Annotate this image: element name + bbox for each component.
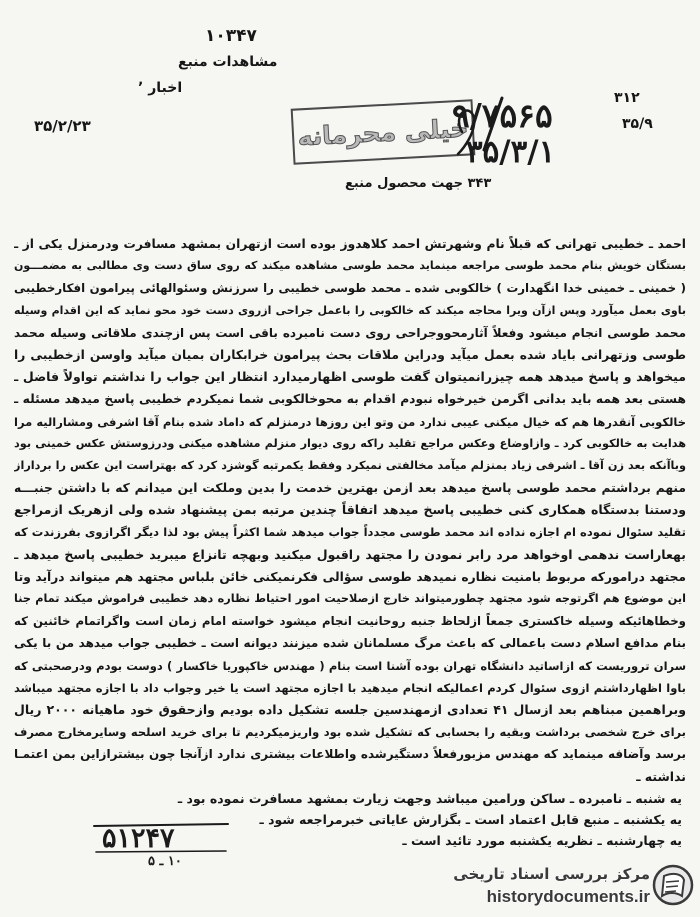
document-type: اخبار ٬ (138, 80, 183, 96)
scroll-icon (652, 862, 694, 908)
body-text-line: احمد ـ خطیبی تهرانی که قبلاً نام وشهرتش احمد کلاهدوز بوده است ازتهران بمشهد مسافرت ودرمنزل یکی از ـ (14, 237, 686, 251)
body-text-line: این موضوع هم اگرتوجه شود مجتهد چطورمیتواند خارج ازصلاحیت امور احتیاط نظاره دهد خطیبی فراموش میکند تمام جنا (14, 592, 686, 605)
watermark-organization: مرکز بررسی اسناد تاریخی (453, 865, 650, 883)
body-text-line: باوا اظهارداشتم ازوی سئوال کردم اعمالیکه انجام میدهید با اجازه مجتهد است یا خیر وجواب داد با اجازه مجتهد میباشد (14, 680, 686, 695)
body-text-line: هدایت به خالکوبی کرد ـ وازاوضاع وعکس مراجع تقلید راکه روی دیوار منزلم مشاهده میکنی ودرزوستش عکس خمینی بود (14, 436, 686, 450)
note-line: یه شنبه ـ نامبرده ـ ساکن ورامین میباشد وجهت زیارت بمشهد مسافرت نموده بود ـ (177, 791, 682, 806)
watermark-website: historydocuments.ir (486, 887, 650, 906)
handwritten-archive-number: ۵۱۲۴۷ (102, 823, 175, 854)
body-text-line: بستگان خویش بنام محمد طوسی مراجعه مینماید محمد طوسی مشاهده میکند که روی ساق دست وی مطالبی به مضمـــون (14, 259, 686, 273)
body-text-line: طوسی وزتهرانی بایاد شده بعمل میآید ودراین ملاقات بحث پیرامون خرابکاران بمیان میآید واوسن ازخطیبی را (14, 347, 686, 362)
note-line: یه یکشنبه ـ منبع قابل اعتماد است ـ بگزارش عایاتی خبرمراجعه شود ـ (259, 812, 682, 827)
body-text-line: وباآنکه بعد زن آقا ـ اشرفی زیاد بمنزلم میآمد مخالفتی نمیکرد وفقط یکمرتبه گوشزد کرد که بهتراست این عکس را برداراز (14, 458, 686, 472)
body-text-line: برای خرج شخصی برداشت وبقیه را بحسابی که تشکیل شده بود واریزمیکردیم تا برای خرید اسلحه وسایرمخارج مصرف (14, 725, 686, 740)
body-text-line: میخواهد و پاسخ میدهد همه چیزرانمیتوان گفت طوسی اظهارمیدارد انتظار این جواب را نداشتم تواولاً فاضل ـ (14, 369, 686, 385)
body-text-line: بنام مدافع اسلام دست باعمالی که باعث مرگ مسلمانان شده میزنند دیوانه است ـ خطیبی جواب میدهد من با یکی (14, 636, 686, 651)
body-text-line: باوی بعمل میآورد وپس ازآن ویرا محاجه میکند که خالکوبی را باعمل جراحی ازروی دست خود محو نماید که این اقدام وسیله (14, 303, 686, 317)
body-text-line: ( خمینی ـ خمینی خدا انگهدارت ) خالکوبی شده ـ محمد طوسی خطیبی را سرزنش وسئوالهائی پیرامون افکارخطیبی (14, 281, 686, 296)
body-text-line: بهعاراست ندهمی اوخواهد مرد رابر نمودن را مجتهد راقبول میکنید وبهچه تانزاع میبرید خطیبی پاسخ میدهد ـ (14, 546, 686, 562)
document-category: مشاهدات منبع (178, 54, 278, 70)
body-text-line: نداشته ـ (636, 768, 686, 784)
handwritten-registration-number: ۹/۷۵۶۵ (452, 96, 553, 135)
reference-number: ۳۱۲ (614, 90, 640, 106)
reference-date: ۳۵/۹ (622, 116, 653, 132)
document-date: ۳۵/۲/۲۳ (34, 117, 91, 135)
body-text-line: محمد طوسی انجام میشود وفعلاً آثارمحووجراحی روی دست نامبرده باقی است پس ازچندی ملاقاتی وسیله محمد (14, 325, 686, 340)
body-text-line: هستی بعد همه باید بدانی اگرمن خیرخواه نبودم اقدام به محوخالکوبی شما نمیکردم خطیبی پاسخ میدهد مسئله ـ (14, 392, 686, 407)
body-text-line: برسد وآضافه مینماید که مهندس مزبورفعلاً دستگیرشده واطلاعات بیشتری ندارد ازآنجا چون بیشترازاین بمن اعتمـا (14, 747, 686, 762)
body-text-line: منهم برداشتم محمد طوسی پاسخ میدهد بعد ازمن بهترین خدمت را بدین وملکت این میدانم که با داشتن جنبـــه (14, 481, 686, 496)
body-text-line: مجتهد درامورکه مربوط بامنیت نظاره نمیدهد طوسی سؤالی فکرنمیکنی خائن بلباس مجتهد هم میتواند درآید وتا (14, 569, 686, 584)
body-text-line: ودستنا بدستگاه همکاری کنی خطیبی پاسخ میدهد اتفاقاً چندین مرتبه بمن پیشنهاد شده ولی ازهریک ازمراجع (14, 502, 686, 518)
body-text-line: خالکوبی آنقدرها هم که خیال میکنی عیبی ندارد من وتو این روزها درمنزلم که داماد شده بنام آقا اشرفی ومشارالیه مرا (14, 414, 686, 429)
body-text-line: تقلید سئوال نموده ام اجازه نداده اند محمد طوسی مجدداً جواب میدهد شما اکثراً پیش بود لذا دیگر اگرازوی بفرزندت که (14, 525, 686, 540)
note-line: یه چهارشنبه ـ نظریه یکشنبه مورد تائید است ـ (402, 833, 682, 848)
document-subject: ۳۴۳ جهت محصول منبع (345, 176, 492, 191)
body-text-line: سران تروریست که ازاساتید دانشگاه تهران بوده آشنا است بنام ( مهندس خاکپوریا خاکسار ) دوست بودم ودرصحبتی که (14, 658, 686, 673)
body-text-line: وبراهمین مبناهم بعد ازسال ۴۱ تعدادی ازمهندسین جلسه تشکیل داده بودیم وازحقوق خود ماهیانه ۲۰۰۰ ریال (14, 701, 686, 717)
handwritten-archive-sub: ۱۰ ـ ۵ (148, 854, 182, 869)
report-body (14, 233, 686, 788)
handwritten-registration-date: ۳۵/۳/۱ (466, 134, 556, 170)
stamp-text: خیلی محرمانه (296, 113, 470, 151)
body-text-line: وخطاهائیکه وسیله خاکستری جمعاً ازلحاظ جنبه روحانیت انجام میشود خواسته امام زمان است واگراتمام خائنین که (14, 614, 686, 629)
document-number: ۱۰۳۴۷ (205, 26, 257, 46)
